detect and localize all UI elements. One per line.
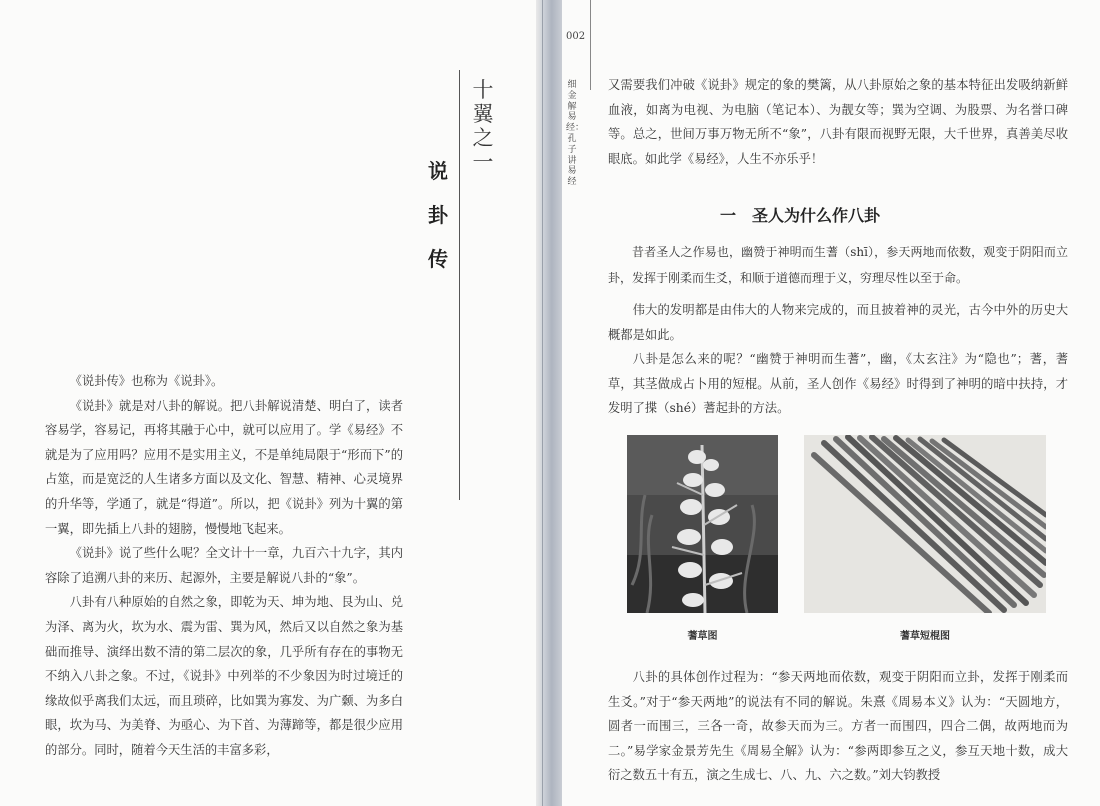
yarrow-plant-photo: [627, 435, 778, 613]
gutter-divider: [542, 0, 543, 806]
chapter-title-char: 卦: [428, 203, 448, 227]
body-paragraph: 又需要我们冲破《说卦》规定的象的樊篱，从八卦原始之象的基本特征出发吸纳新鲜血液，如离为电视、为电脑（笔记本）、为靓女等；巽为空调、为股票、为名誉口碑等。总之，世间万事万物无所不“象”，八卦有限而视野无限，大千世界，真善美尽收眼底。如此学《易经》，人生不亦乐乎！: [608, 78, 1068, 166]
body-paragraph: 八卦是怎么来的呢？“幽赞于神明而生蓍”，幽，《太玄注》为“隐也”；蓍，蓍草，其茎做成占卜用的短棍。从前，圣人创作《易经》时得到了神明的暗中扶持，才发明了揲（shé）蓍起卦的方法。: [608, 352, 1068, 416]
page-gutter: [536, 0, 562, 806]
running-head: 细金解易经：孔子讲易经: [566, 80, 585, 188]
mid-paragraphs: [608, 298, 1068, 421]
body-paragraph: 《说卦》就是对八卦的解说。把八卦解说清楚、明白了，读者容易学，容易记，再将其融于心中，就可以应用了。学《易经》不就是为了应用吗？应用不是实用主义，不是单纯局限于“形而下”的占筮，而是宽泛的人生诸多方面以及文化、智慧、精神、心灵境界的升华等，学通了，就是“得道”。所以，把《说卦》列为十翼的第一翼，即先插上八卦的翅膀，慢慢地飞起来。: [45, 398, 403, 536]
yarrow-plant-illustration: [627, 435, 778, 613]
body-paragraph: 《说卦》说了些什么呢？全文计十一章，九百六十九字，其内容除了追溯八卦的来历、起源外，主要是解说八卦的“象”。: [45, 546, 403, 585]
series-title-char: 一: [472, 150, 494, 174]
body-paragraph: 八卦的具体创作过程为：“参天两地而依数，观变于阴阳而立卦，发挥于刚柔而生爻。”对于“参天两地”的说法有不同的解说。朱熹《周易本义》认为：“天圆地方，圆者一而围三，三各一奇，故参天而为三。方者一而围四，四合二偶，故两地而为二。”易学家金景芳先生《周易全解》认为：“参两即参互之义，参互天地十数，成大衍之数五十有五，演之生成七、八、九、六之数。”刘大钧教授: [608, 670, 1068, 783]
left-page: [0, 0, 536, 806]
figure-caption: 蓍草图: [687, 631, 718, 642]
section-heading: 一 圣人为什么作八卦: [720, 206, 881, 225]
bottom-paragraph: [608, 665, 1068, 788]
figure-caption: 蓍草短棍图: [900, 631, 950, 642]
chapter-title-char: 传: [428, 247, 448, 271]
body-paragraph: 《说卦传》也称为《说卦》。: [69, 374, 224, 388]
yarrow-sticks-photo: [804, 435, 1046, 613]
chapter-title: [418, 158, 458, 290]
page-number: 002: [566, 31, 586, 42]
body-paragraph: 八卦有八种原始的自然之象，即乾为天、坤为地、艮为山、兑为泽、离为火，坎为水、震为雷、巽为风，然后又以自然之象为基础而推导、演绎出数不清的第二层次的象，几乎所有存在的事物无不纳入八卦之象。不过，《说卦》中列举的不少象因为时过境迁的缘故似乎离我们太远，而且琐碎，比如巽为寡发、为广颡、为多白眼，坎为马、为美脊、为亟心、为下首、为薄蹄等，都是很少应用的部分。同时，随着今天生活的丰富多彩，: [45, 595, 403, 757]
body-paragraph: 伟大的发明都是由伟大的人物来完成的，而且披着神的灵光，古今中外的历史大概都是如此。: [608, 303, 1068, 342]
header-divider: [590, 0, 591, 90]
series-title-char: 十: [472, 78, 494, 102]
series-title-char: 翼: [472, 102, 494, 126]
left-body-text: [45, 369, 403, 763]
chapter-title-char: 说: [428, 159, 448, 183]
top-paragraph: [608, 73, 1068, 171]
series-title: [470, 78, 496, 174]
series-title-char: 之: [472, 126, 494, 150]
title-divider: [459, 70, 460, 500]
classic-quote: 昔者圣人之作易也，幽赞于神明而生蓍（shī），参天两地而依数，观变于阴阳而立卦，发挥于刚柔而生爻，和顺于道德而理于义，穷理尽性以至于命。: [608, 245, 1068, 285]
yarrow-sticks-illustration: [804, 435, 1046, 613]
